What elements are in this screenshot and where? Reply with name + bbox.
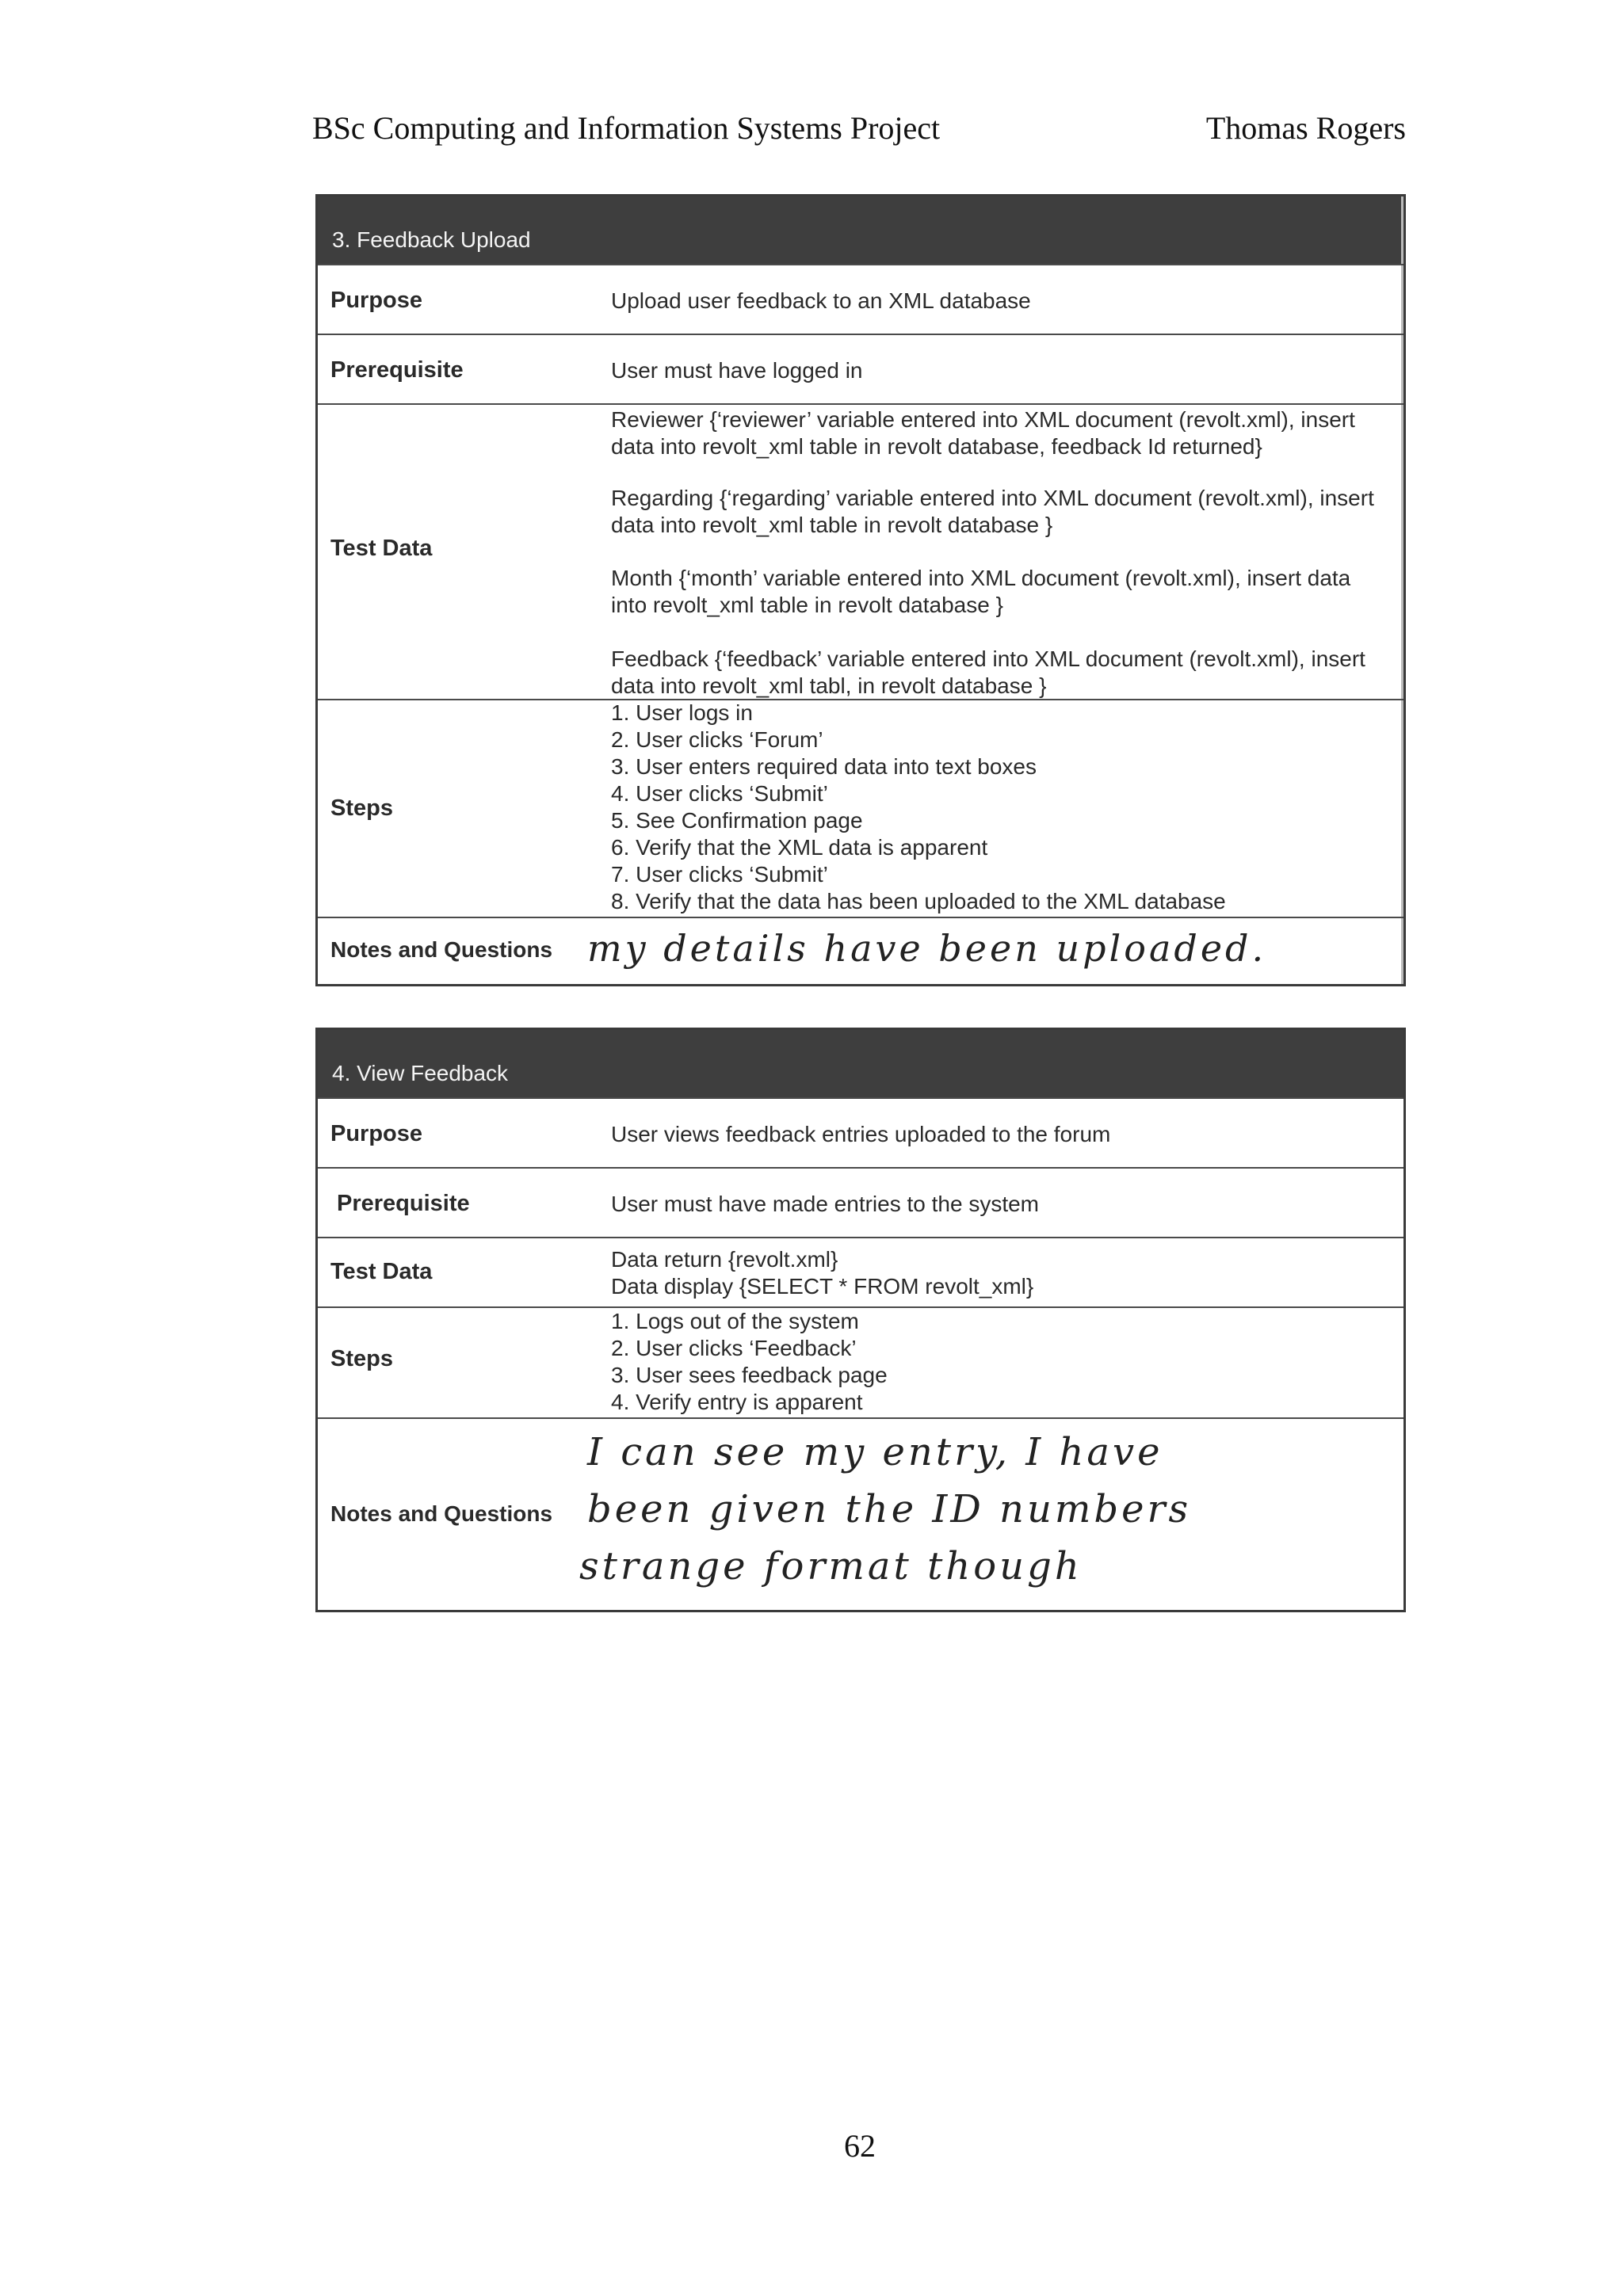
notes-label: Notes and Questions [330, 1501, 553, 1526]
header-project-title: BSc Computing and Information Systems Project [312, 110, 941, 146]
prerequisite-row [318, 334, 1403, 403]
purpose-value: User views feedback entries uploaded to the forum [611, 1122, 1111, 1146]
test-data-display: Data display {SELECT * FROM revolt_xml} [611, 1274, 1034, 1299]
step-item: 6. Verify that the XML data is apparent [611, 835, 988, 860]
running-header [312, 109, 1406, 157]
step-item: 2. User clicks ‘Feedback’ [611, 1336, 857, 1360]
step-item: 4. Verify entry is apparent [611, 1390, 863, 1414]
test-data-reviewer: Reviewer {‘reviewer’ variable entered into XML document (revolt.xml), insert data into revolt_xml table in revolt database, feedback Id returned} [611, 407, 1355, 459]
purpose-row [318, 264, 1403, 334]
notes-row [318, 917, 1403, 984]
step-item: 1. User logs in [611, 700, 753, 725]
test-case-title: 3. Feedback Upload [318, 196, 1403, 264]
step-item: 3. User enters required data into text boxes [611, 754, 1037, 779]
handwritten-note-line: I can see my entry, I have [587, 1430, 1163, 1474]
test-data-label: Test Data [330, 1259, 433, 1284]
prerequisite-row [318, 1167, 1403, 1237]
step-item: 5. See Confirmation page [611, 808, 863, 833]
test-case-feedback-upload [315, 194, 1406, 986]
handwritten-note-line: strange format though [579, 1544, 1083, 1589]
step-item: 7. User clicks ‘Submit’ [611, 862, 828, 887]
steps-label: Steps [330, 795, 393, 821]
test-data-month: Month {‘month’ variable entered into XML document (revolt.xml), insert data into revolt_xml table in revolt database } [611, 566, 1351, 617]
prerequisite-label: Prerequisite [337, 1191, 470, 1216]
test-data-return: Data return {revolt.xml} [611, 1247, 838, 1272]
test-case-title: 4. View Feedback [318, 1030, 1403, 1097]
steps-list [611, 1308, 1380, 1416]
test-data-label: Test Data [330, 536, 433, 561]
prerequisite-value: User must have logged in [611, 358, 863, 383]
test-data-list [611, 406, 1380, 700]
test-case-view-feedback [315, 1028, 1406, 1612]
test-data-row [318, 1237, 1403, 1306]
steps-list [611, 700, 1380, 915]
handwritten-note [579, 1424, 1380, 1595]
test-data-regarding: Regarding {‘regarding’ variable entered into XML document (revolt.xml), insert data into revolt_xml table in revolt database } [611, 486, 1374, 537]
step-item: 1. Logs out of the system [611, 1309, 859, 1333]
purpose-label: Purpose [330, 288, 423, 313]
test-data-feedback: Feedback {‘feedback’ variable entered into XML document (revolt.xml), insert data into revolt_xml tabl, in revolt database } [611, 646, 1365, 698]
step-item: 8. Verify that the data has been uploaded to the XML database [611, 889, 1226, 913]
purpose-row [318, 1097, 1403, 1167]
test-data-row [318, 403, 1403, 699]
steps-row [318, 699, 1403, 917]
steps-label: Steps [330, 1346, 393, 1371]
test-data-list [611, 1246, 1380, 1300]
steps-row [318, 1306, 1403, 1417]
step-item: 3. User sees feedback page [611, 1363, 888, 1387]
prerequisite-value: User must have made entries to the system [611, 1192, 1039, 1216]
step-item: 2. User clicks ‘Forum’ [611, 727, 823, 752]
step-item: 4. User clicks ‘Submit’ [611, 781, 828, 806]
handwritten-note-line: been given the ID numbers [587, 1487, 1192, 1531]
purpose-label: Purpose [330, 1121, 423, 1146]
header-author-name: Thomas Rogers [1205, 110, 1406, 146]
prerequisite-label: Prerequisite [330, 357, 464, 383]
page-number: 62 [844, 2128, 876, 2164]
notes-row [318, 1417, 1403, 1610]
purpose-value: Upload user feedback to an XML database [611, 288, 1031, 313]
notes-label: Notes and Questions [330, 937, 553, 962]
handwritten-note: my details have been uploaded. [587, 927, 1267, 970]
